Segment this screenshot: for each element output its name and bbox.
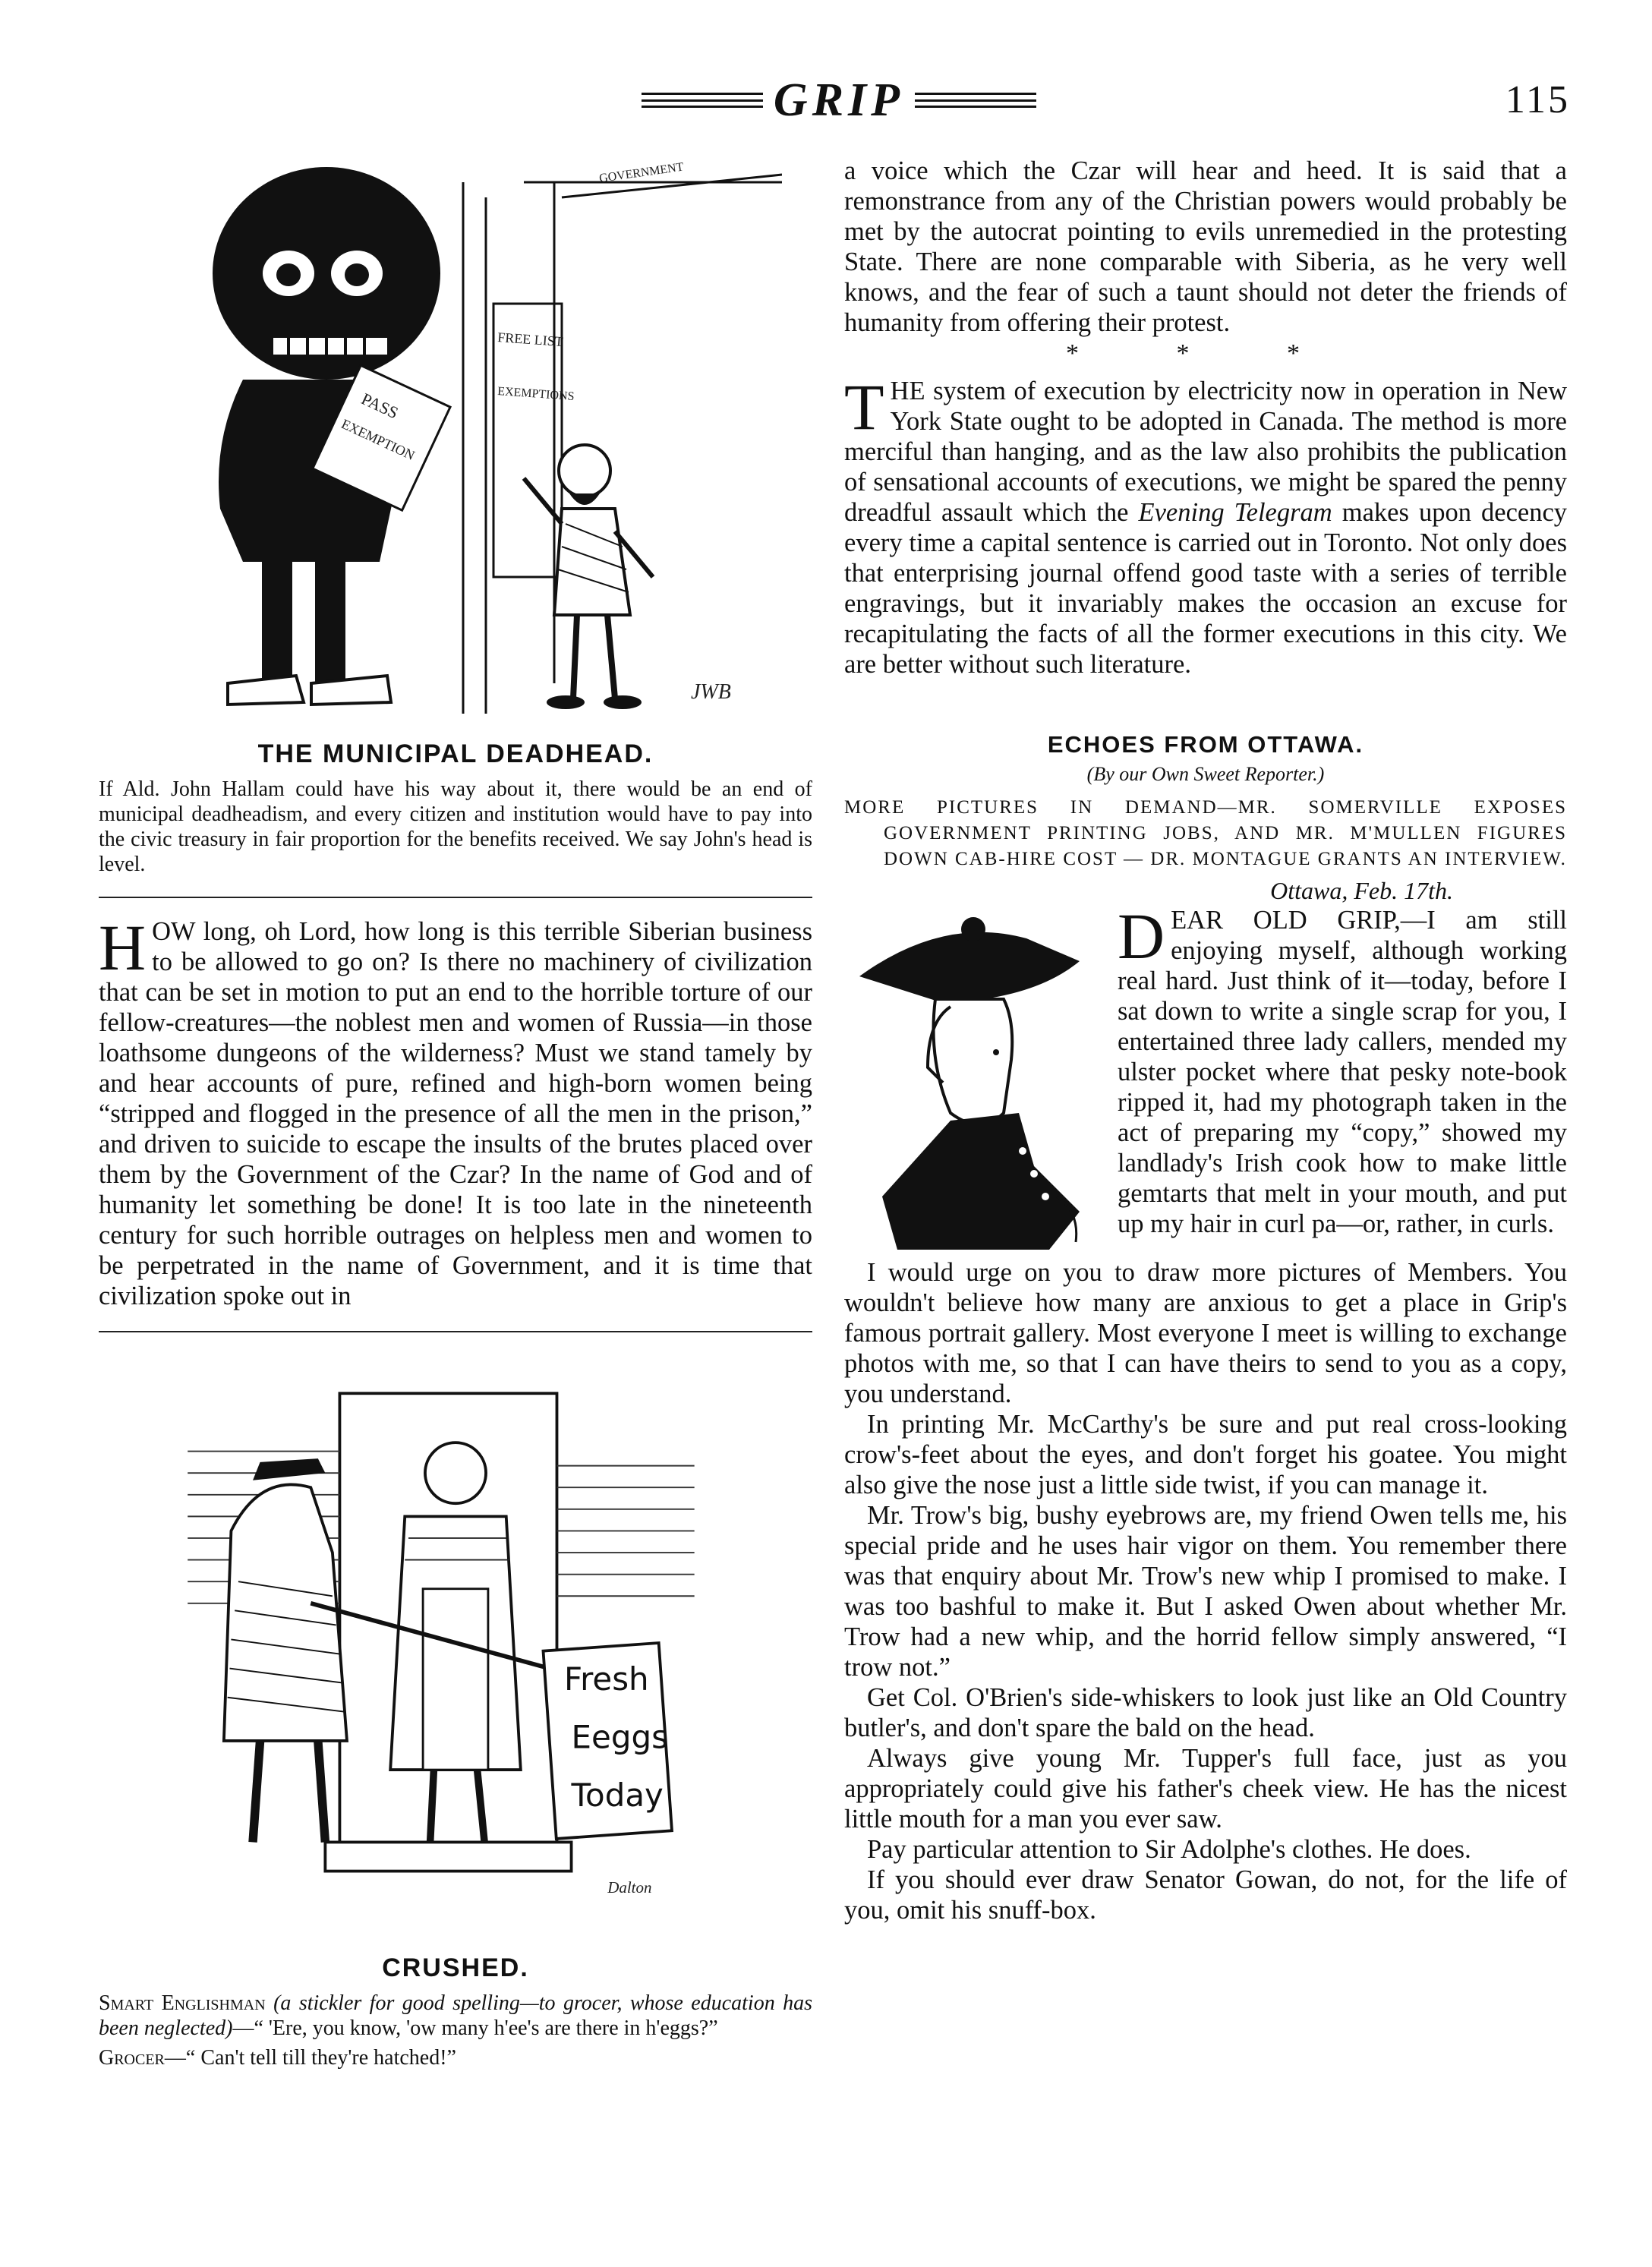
masthead: [600, 70, 1078, 131]
crushed-cartoon: [144, 1351, 767, 1943]
pass-paper-text: PASS: [358, 389, 402, 423]
caption-stage-direction: (a stickler for good spelling—to grocer, whose education has been neglected): [99, 1991, 813, 2040]
right-column: [844, 156, 1567, 1925]
page-header: [0, 70, 1652, 131]
letter-para-6: Always give young Mr. Tupper's full face, just as you appropriately could give his father's cheek view. He has the nicest little mouth for a man you ever saw.: [844, 1744, 1567, 1833]
caption-quote: —“ Can't tell till they're hatched!”: [164, 2046, 456, 2070]
page-number: 115: [1505, 78, 1570, 121]
letter-dateline: Ottawa, Feb. 17th.: [1270, 877, 1453, 904]
publication-title: GRIP: [773, 74, 905, 126]
fresh-sign-text: Fresh: [564, 1660, 649, 1698]
municipal-deadhead-cartoon: [129, 152, 782, 729]
exemption-paper-text: EXEMPTION: [339, 415, 418, 464]
divider-rule: [99, 897, 812, 898]
siberia-article: [99, 911, 812, 1311]
masthead-rule-right: [915, 93, 1036, 108]
caption-speaker: Grocer: [99, 2046, 165, 2070]
dropcap-h: H: [99, 911, 147, 984]
letter-para-8: If you should ever draw Senator Gowan, do not, for the life of you, omit his snuff-box.: [844, 1865, 1567, 1925]
letter-para-5: Get Col. O'Brien's side-whiskers to look just like an Old Country butler's, and don't spare the bald on the head.: [844, 1683, 1567, 1742]
today-sign-text: Today: [571, 1776, 664, 1814]
caption-quote: —“ 'Ere, you know, 'ow many h'ee's are there in h'eggs?”: [232, 2016, 718, 2040]
section-stars: * * *: [1066, 339, 1345, 367]
cartoon2-title: CRUSHED.: [382, 1953, 529, 1982]
dropcap-d: D: [1118, 900, 1165, 973]
government-sign-text: GOVERNMENT: [598, 160, 685, 185]
masthead-rule-left: [642, 93, 763, 108]
letter-para-7: Pay particular attention to Sir Adolphe's clothes. He does.: [867, 1835, 1471, 1864]
electricity-article: [844, 370, 1568, 679]
letter-para-3: In printing Mr. McCarthy's be sure and put real cross-looking crow's-feet about the eyes, and don't forget his goatee. You might also give the nose just a little side twist, if you can manage it.: [844, 1410, 1567, 1499]
cartoon2-reply: [99, 2045, 812, 2070]
cartoon-signature: Dalton: [607, 1878, 652, 1897]
divider-rule: [99, 1331, 812, 1332]
exemptions-sign-text: EXEMPTIONS: [497, 385, 575, 404]
cartoon2-caption: [99, 1991, 812, 2041]
siberia-article-text: OW long, oh Lord, how long is this terrible Siberian business to be allowed to go on? Is there no machinery of civilization that can be set in motion to put an end to the horrible torture of our fellow-creatures—the noblest men and women of Russia—in those loathsome dungeons of the wilderness? Must we stand tamely by and hear accounts of pure, refined and high-born women being “stripped and flogged in the presence of all the men in the prison,” and driven to suicide to escape the insults of the brutes placed over them by the Government of the Czar? In the name of God and of humanity let something be done! It is too late in the nineteenth century for such horrible outrages on helpless men and women to be perpetrated in the name of Government, and it is time that civilization spoke out in: [99, 917, 812, 1310]
free-list-sign-text: FREE LIST: [497, 329, 564, 350]
cartoon1-title: THE MUNICIPAL DEADHEAD.: [257, 739, 654, 768]
newspaper-name: Evening Telegram: [1138, 498, 1332, 527]
electricity-text-1: HE system of execution by electricity now in operation in New York State ought to be adopted in Canada. The method is more merciful than hanging, and as the law also prohibits the publication of sensational accounts of executions, we might be spared the penny dreadful assault which the: [844, 377, 1567, 527]
letter-para-1: EAR OLD GRIP,—I am still enjoying myself, although working real hard. Just think of it—today, before I sat down to write a single scrap for you, I entertained three lady callers, mended my ulster pocket where that pesky note-book ripped it, had my photograph taken in the act of preparing my “copy,” showed my landlady's Irish cook how to make little gemtarts that melt in your mouth, and put up my hair in curl pa—or, rather, in curls.: [1118, 906, 1567, 1238]
left-column: [99, 152, 812, 2070]
echoes-summary: MORE PICTURES IN DEMAND—MR. SOMERVILLE EXPOSES GOVERNMENT PRINTING JOBS, AND MR. M'MULLEN FIGURES DOWN CAB-HIRE COST — DR. MONTAGUE GRANTS AN INTERVIEW.: [844, 797, 1567, 869]
reporter-portrait: [852, 908, 1102, 1257]
cartoon1-caption: If Ald. John Hallam could have his way about it, there would be an end of municipal deadheadism, and every citizen and institution would have to pay into the civic treasury in fair proportion for the benefits received. We say John's head is level.: [99, 777, 812, 876]
cartoon-signature: JWB: [691, 680, 731, 704]
eggs-sign-text: Eeggs: [571, 1718, 668, 1756]
caption-speaker: Smart Englishman: [99, 1991, 266, 2015]
electricity-text-2: makes upon decency every time a capital sentence is carried out in Toronto. Not only does that enterprising journal offend good taste with a series of terrible engravings, but it invariably makes the occasion an excuse for recapitulating the facts of all the former executions in this city. We are better without such literature.: [844, 498, 1568, 679]
echoes-byline: (By our Own Sweet Reporter.): [1086, 763, 1325, 785]
letter-para-2: I would urge on you to draw more pictures of Members. You wouldn't believe how many are anxious to get a place in Grip's famous portrait gallery. Most everyone I meet is willing to exchange photos with me, so that I can have theirs to send to you as a copy, you understand.: [844, 1258, 1567, 1408]
echoes-letter: [844, 900, 1567, 1925]
echoes-heading: ECHOES FROM OTTAWA.: [1047, 731, 1364, 758]
letter-para-4: Mr. Trow's big, bushy eyebrows are, my friend Owen tells me, his special pride and he uses hair vigor on them. You remember there was that enquiry about Mr. Trow's new whip I promised to make. I was too bashful to make it. But I asked Owen about whether Mr. Trow had a new whip, and the horrid fellow simply answered, “I trow not.”: [844, 1501, 1567, 1682]
siberia-continuation: a voice which the Czar will hear and heed. It is said that a remonstrance from any of the Christian powers would probably be met by the autocrat pointing to evils unremedied in the protesting State. There are none comparable with Siberia, as he very well knows, and the fear of such a taunt should not deter the friends of humanity from offering their protest.: [844, 156, 1567, 337]
dropcap-t: T: [844, 370, 884, 443]
